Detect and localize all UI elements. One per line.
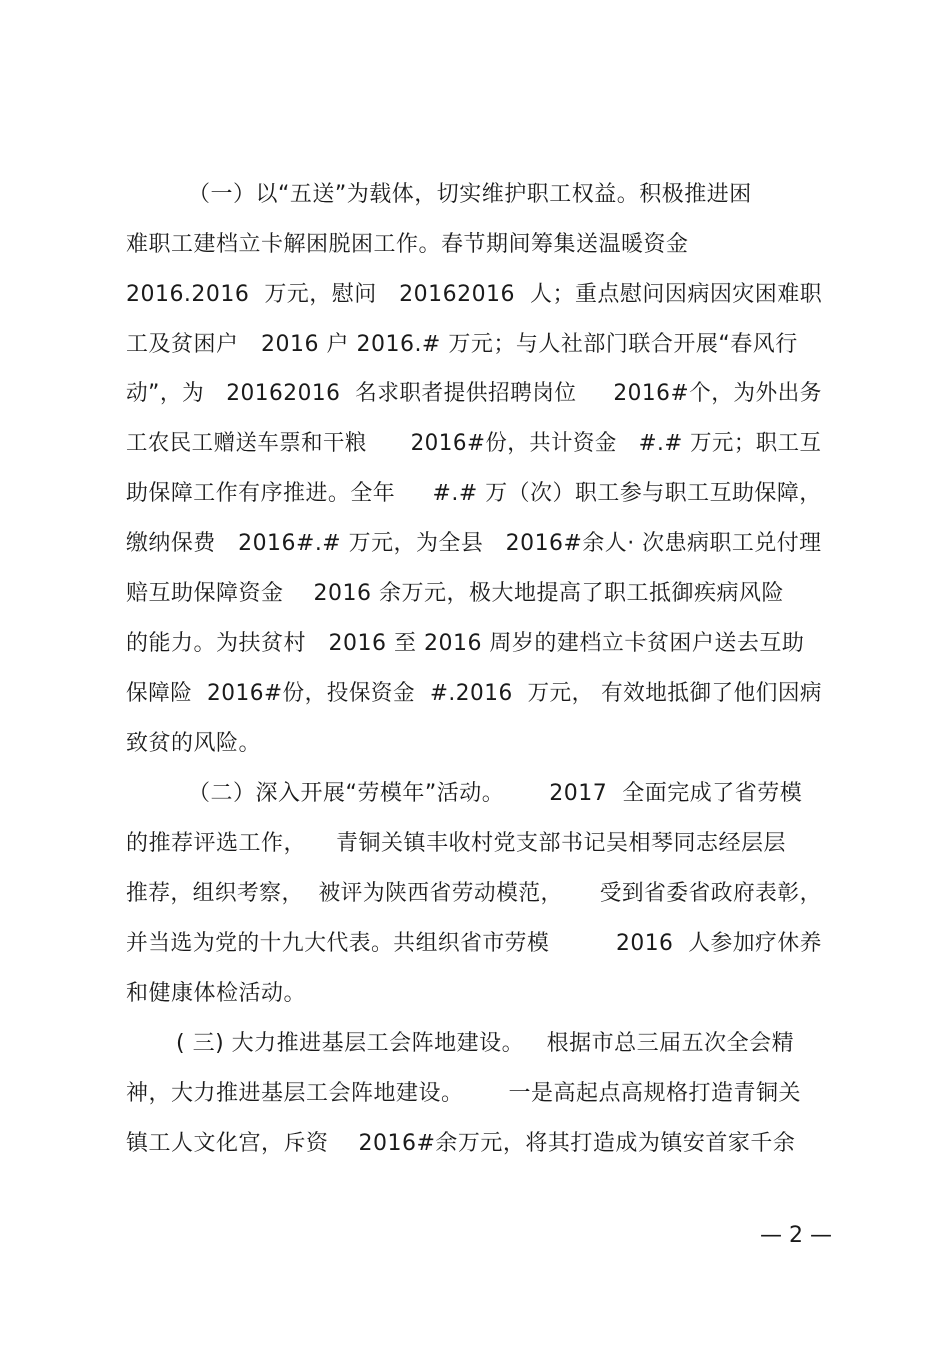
text-line: 工及贫困户 2016 户 2016.# 万元；与人社部门联合开展“春风行 — [126, 332, 798, 357]
text-line: 动”，为 20162016 名求职者提供招聘岗位 2016#个，为外出务 — [126, 381, 822, 406]
text-line: （一）以“五送”为载体，切实维护职工权益。积极推进困 — [188, 182, 752, 207]
text-line: ( 三) 大力推进基层工会阵地建设。 根据市总三届五次全会精 — [176, 1031, 795, 1056]
text-line: 2016.2016 万元，慰问 20162016 人；重点慰问因病因灾困难职 — [126, 282, 823, 307]
page-number: — 2 — — [760, 1223, 832, 1248]
text-line: 致贫的风险。 — [126, 731, 262, 756]
text-line: 缴纳保费 2016#.# 万元，为全县 2016#余人· 次患病职工兑付理 — [126, 531, 822, 556]
text-line: 赔互助保障资金 2016 余万元，极大地提高了职工抵御疾病风险 — [126, 581, 784, 606]
text-line: 的能力。为扶贫村 2016 至 2016 周岁的建档立卡贫困户送去互助 — [126, 631, 805, 656]
text-line: 助保障工作有序推进。全年 #.# 万（次）职工参与职工互助保障， — [126, 481, 822, 506]
text-line: 镇工人文化宫，斥资 2016#余万元，将其打造成为镇安首家千余 — [126, 1131, 796, 1156]
text-line: 推荐，组织考察， 被评为陕西省劳动模范， 受到省委省政府表彰， — [126, 881, 822, 906]
text-line: 并当选为党的十九大代表。共组织省市劳模 2016 人参加疗休养 — [126, 931, 822, 956]
text-line: 保障险 2016#份，投保资金 #.2016 万元， 有效地抵御了他们因病 — [126, 681, 823, 706]
text-line: 神，大力推进基层工会阵地建设。 一是高起点高规格打造青铜关 — [126, 1081, 801, 1106]
text-line: 和健康体检活动。 — [126, 981, 307, 1006]
text-line: （二）深入开展“劳模年”活动。 2017 全面完成了省劳模 — [188, 781, 803, 806]
text-line: 的推荐评选工作， 青铜关镇丰收村党支部书记吴相琴同志经层层 — [126, 831, 786, 856]
text-line: 工农民工赠送车票和干粮 2016#份，共计资金 #.# 万元；职工互 — [126, 431, 822, 456]
text-line: 难职工建档立卡解困脱困工作。春节期间筹集送温暖资金 — [126, 232, 689, 257]
